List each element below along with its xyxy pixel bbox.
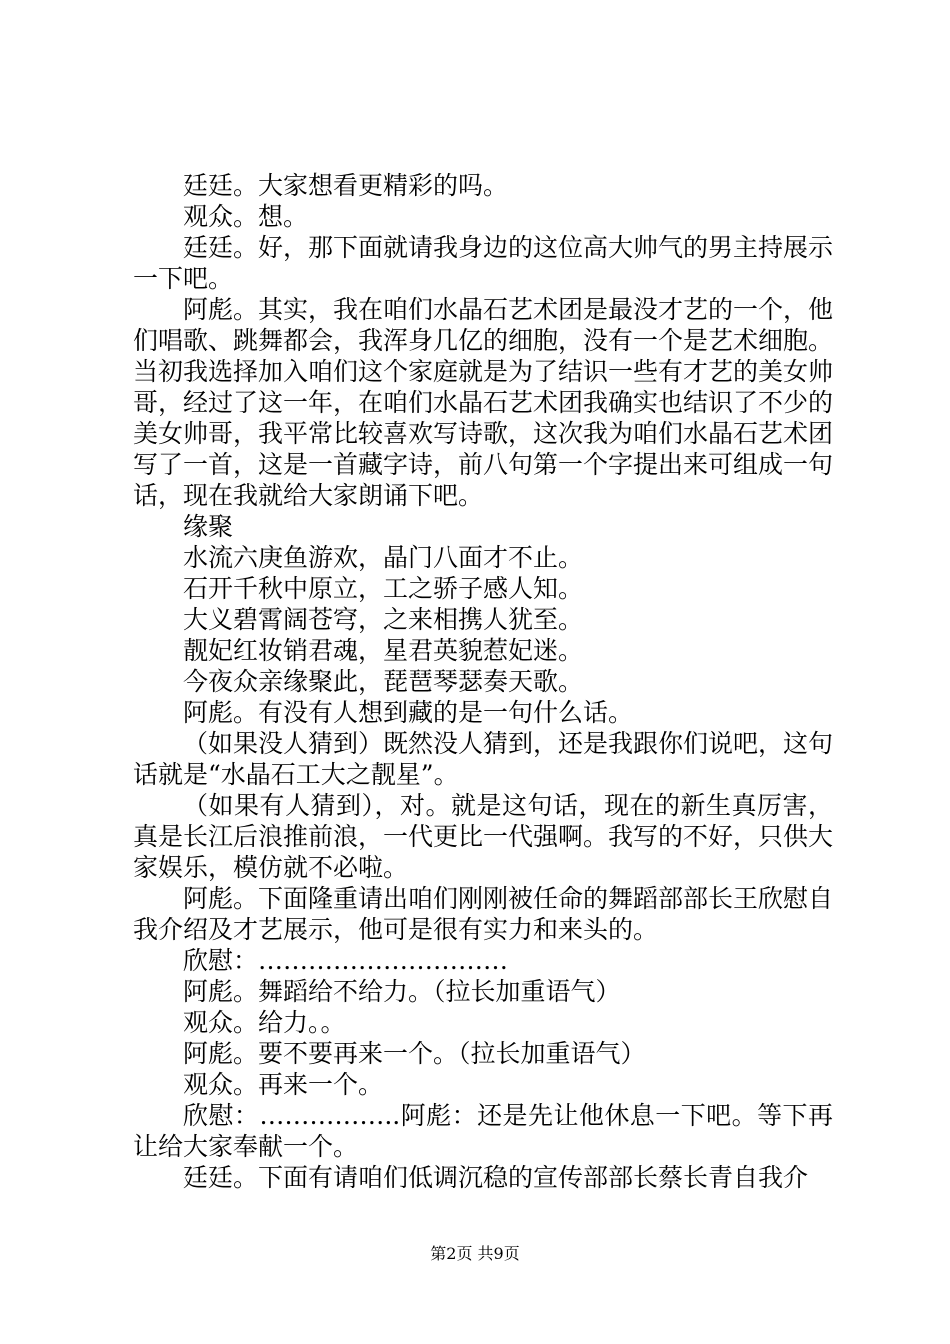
page-number: 第2页 共9页 [430,1244,520,1263]
paragraph: 阿彪。舞蹈给不给力。（拉长加重语气） [183,977,621,1006]
paragraph: 观众。给力。。 [183,1008,346,1037]
poem-line: 今夜众亲缘聚此，琵琶琴瑟奏天歌。 [183,667,584,696]
paragraph: 阿彪。有没有人想到藏的是一句什么话。 [183,698,634,727]
paragraph: 阿彪。要不要再来一个。（拉长加重语气） [183,1039,646,1068]
poem-line: 靓妃红妆销君魂，星君英貌惹妃迷。 [183,636,584,665]
poem-line: 石开千秋中原立，工之骄子感人知。 [183,574,584,603]
paragraph: （如果没人猜到）既然没人猜到，还是我跟你们说吧，这句话就是“水晶石工大之靓星”。 [133,729,834,789]
paragraph: 欣慰：………………………… [183,946,509,975]
paragraph: 欣慰：……………..阿彪：还是先让他休息一下吧。等下再让给大家奉献一个。 [133,1101,833,1161]
poem-line: 大义碧霄阔苍穹，之来相携人犹至。 [183,605,584,634]
poem-line: 水流六庚鱼游欢，晶门八面才不止。 [183,543,584,572]
poem-title: 缘聚 [183,512,234,541]
paragraph: 廷廷。好，那下面就请我身边的这位高大帅气的男主持展示一下吧。 [133,233,834,293]
paragraph: 阿彪。其实，我在咱们水晶石艺术团是最没才艺的一个，他们唱歌、跳舞都会，我浑身几亿的细胞，没有一个是艺术细胞。当初我选择加入咱们这个家庭就是为了结识一些有才艺的美女帅哥，经过了这一年，在咱们水晶石艺术团我确实也结识了不少的美女帅哥，我平常比较喜欢写诗歌，这次我为咱们水晶石艺术团写了一首，这是一首藏字诗，前八句第一个字提出来可组成一句话，现在我就给大家朗诵下吧。 [133,295,834,510]
page-footer [0,1244,950,1264]
paragraph: （如果有人猜到），对。就是这句话，现在的新生真厉害，真是长江后浪推前浪，一代更比一代强啊。我写的不好，只供大家娱乐，模仿就不必啦。 [133,791,834,882]
paragraph: 观众。想。 [183,202,309,231]
paragraph: 观众。再来一个。 [183,1070,384,1099]
paragraph: 廷廷。下面有请咱们低调沉稳的宣传部部长蔡长青自我介 [183,1163,809,1192]
document-body [133,170,833,1193]
paragraph: 阿彪。下面隆重请出咱们刚刚被任命的舞蹈部部长王欣慰自我介绍及才艺展示，他可是很有实力和来头的。 [133,884,834,944]
paragraph: 廷廷。大家想看更精彩的吗。 [183,171,509,200]
